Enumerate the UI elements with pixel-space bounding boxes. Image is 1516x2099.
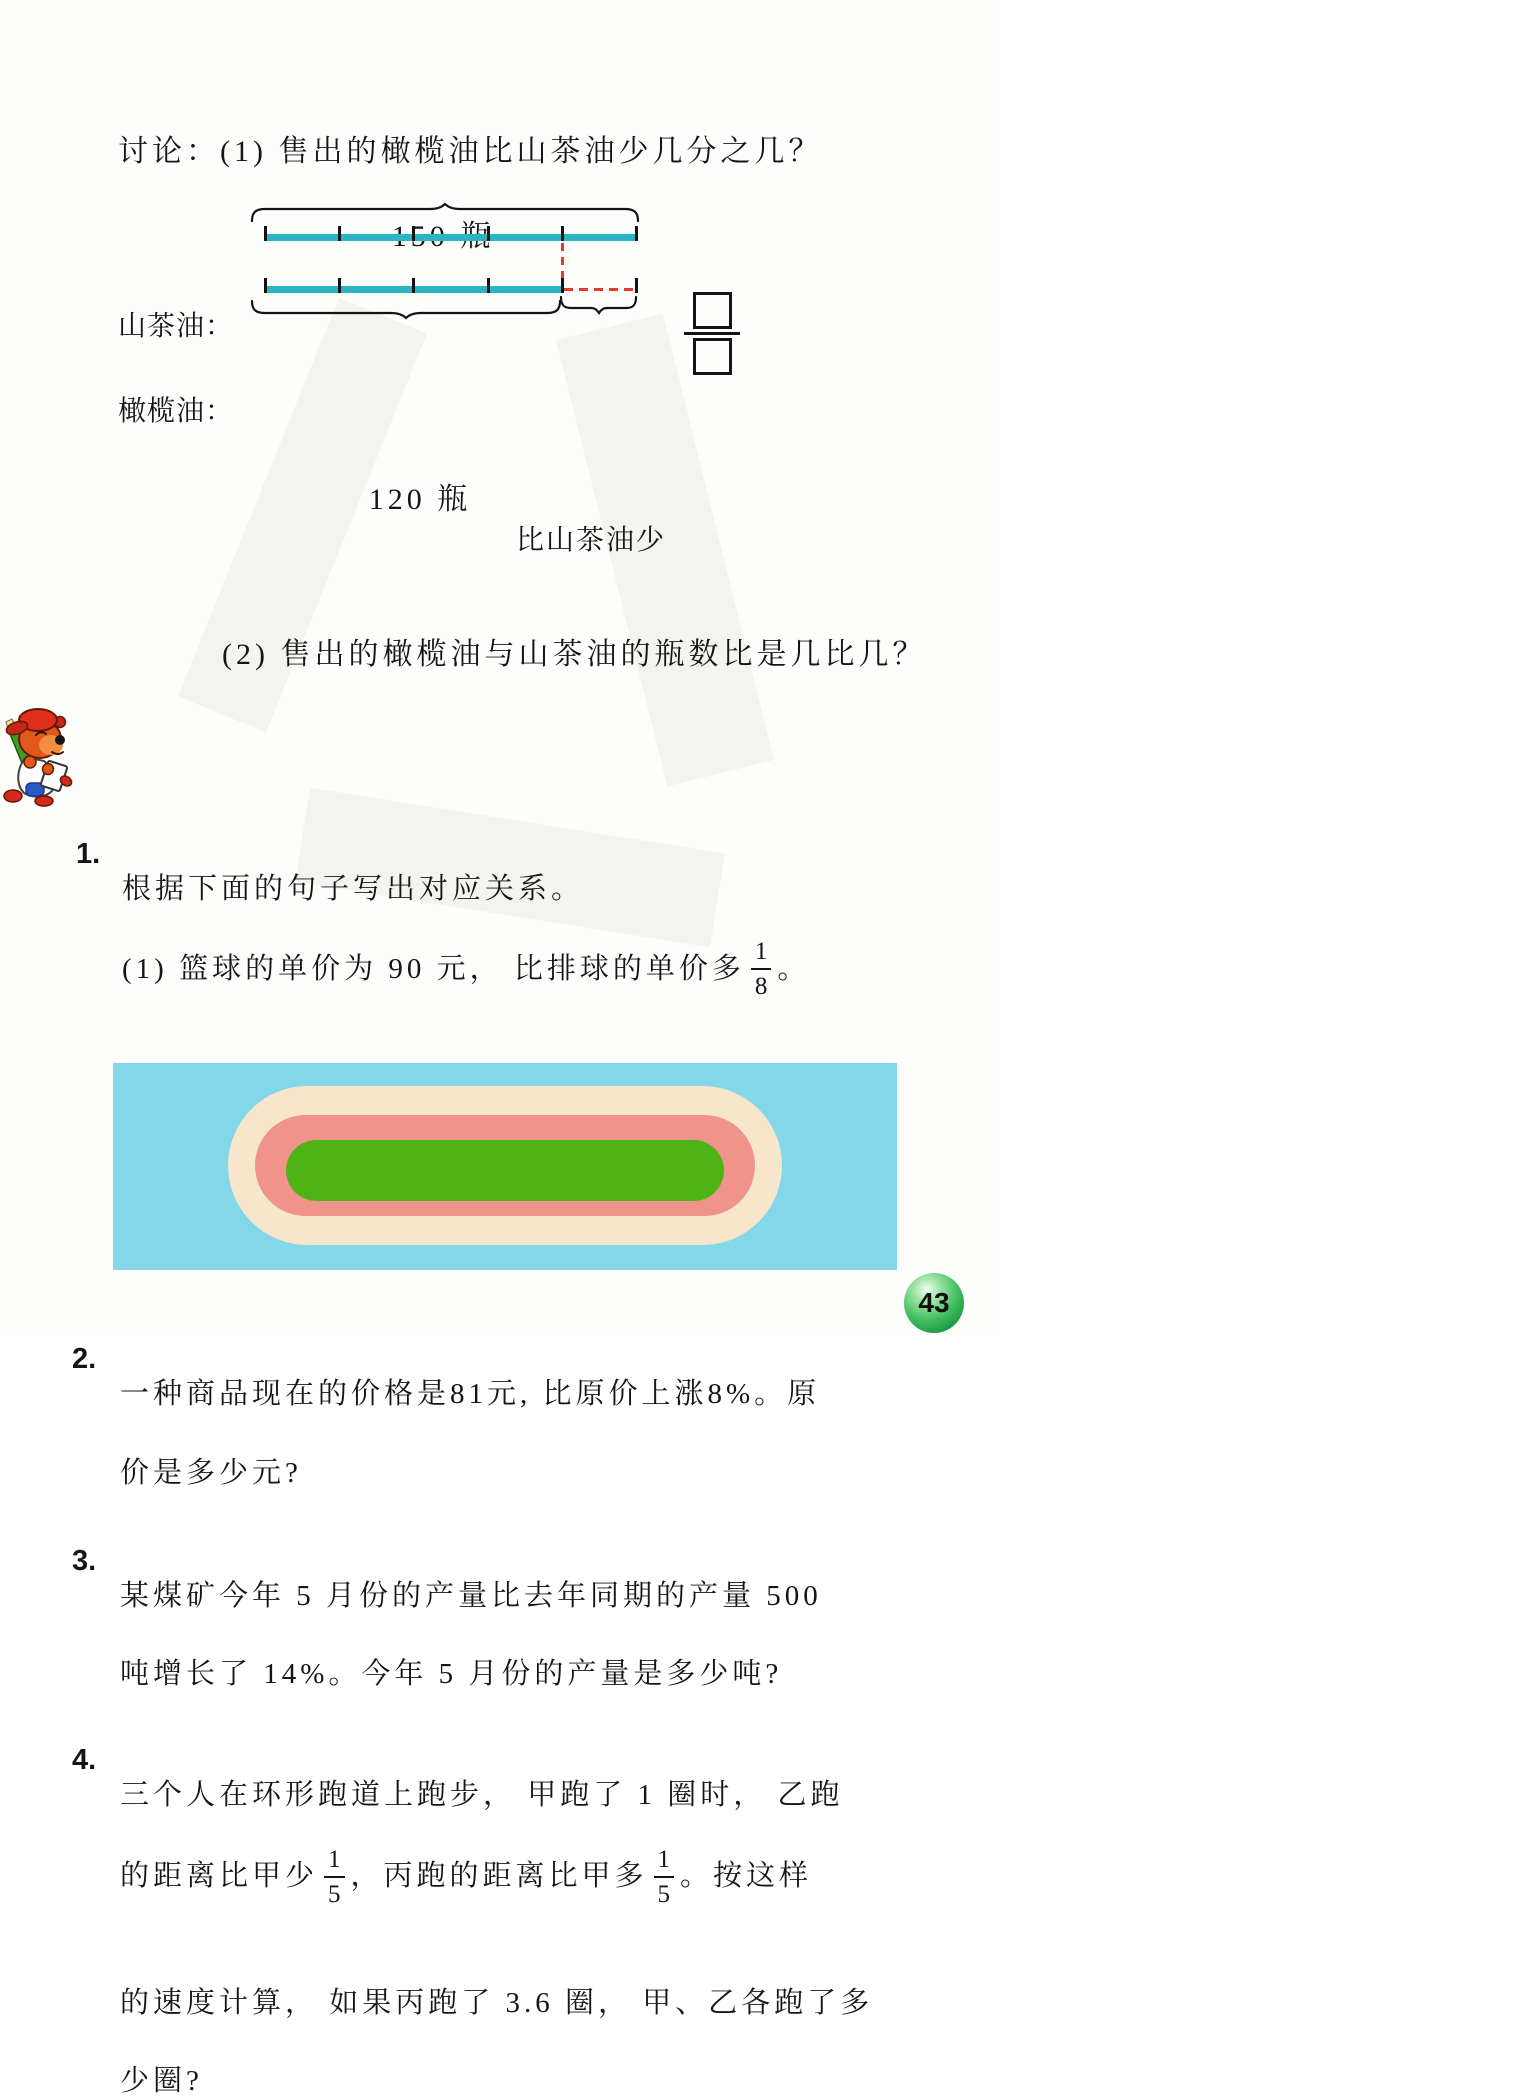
- tick: [412, 226, 415, 241]
- text: (1) 篮球的单价为 90 元， 比排球的单价多: [122, 953, 745, 986]
- fraction-1-5: $\frac{1}{5}$: [324, 1847, 345, 1907]
- discussion-question-2: (2) 售出的橄榄油与山茶油的瓶数比是几比几？: [222, 638, 927, 671]
- tick: [635, 278, 638, 293]
- tick: [635, 226, 638, 241]
- problem-4-number: 4.: [72, 1744, 97, 1777]
- dashed-difference-line: [564, 288, 636, 291]
- track-outer-lane: [228, 1086, 782, 1245]
- problem-4-line2: [120, 1843, 1120, 1911]
- bear-with-pencil-icon: [0, 707, 80, 807]
- problem-1-number: 1.: [76, 838, 101, 870]
- discussion-question-1: 讨论：(1) 售出的橄榄油比山茶油少几分之几？: [118, 135, 823, 168]
- fraction-bar: [684, 332, 740, 335]
- fraction-1-8: $\frac{1}{8}$: [751, 939, 772, 999]
- tick: [412, 278, 415, 293]
- problem-3-line2: 吨增长了 14%。今年 5 月份的产量是多少吨?: [120, 1658, 783, 1690]
- text: 。: [777, 953, 811, 986]
- track-infield: [286, 1140, 724, 1201]
- tick: [487, 278, 490, 293]
- brace-bottom-120: [251, 300, 562, 319]
- tick: [264, 226, 267, 241]
- problem-2-line1: 一种商品现在的价格是81元, 比原价上涨8%。原: [120, 1378, 821, 1411]
- problem-4-line4: 少圈?: [120, 2064, 203, 2097]
- diagram-row1-label: 山茶油：: [118, 311, 235, 342]
- running-track-image: [113, 1063, 897, 1270]
- tick: [264, 278, 267, 293]
- diagram-row2-label: 橄榄油：: [118, 396, 235, 427]
- problem-4-line1: 三个人在环形跑道上跑步， 甲跑了 1 圈时， 乙跑: [120, 1779, 844, 1812]
- problem-3-line1: 某煤矿今年 5 月份的产量比去年同期的产量 500: [120, 1579, 822, 1612]
- text: ，丙跑的距离比甲多: [350, 1860, 648, 1893]
- page-number: 43: [918, 1287, 950, 1318]
- problem-4-line3: 的速度计算， 如果丙跑了 3.6 圈， 甲、乙各跑了多: [120, 1986, 874, 2019]
- diagram-bottom-label: 120 瓶: [368, 483, 472, 516]
- answer-fraction-boxes[interactable]: [684, 292, 740, 375]
- brace-top: [251, 203, 639, 222]
- problem-2-line2: 价是多少元?: [120, 1456, 302, 1489]
- answer-box-denominator[interactable]: [693, 338, 732, 375]
- tick: [487, 226, 490, 241]
- brace-difference: [560, 296, 638, 315]
- problem-1-sub1: [122, 935, 1122, 1003]
- fraction-1-5: $\frac{1}{5}$: [654, 1847, 675, 1907]
- track-inner-lane: [255, 1115, 755, 1216]
- problem-2-number: 2.: [72, 1343, 97, 1376]
- tick: [561, 226, 564, 241]
- page-number-badge: [904, 1273, 964, 1333]
- diagram-less-label: 比山茶油少: [516, 525, 667, 556]
- text: 。按这样: [680, 1860, 813, 1893]
- bar-tea-oil: [264, 234, 638, 241]
- tick: [338, 278, 341, 293]
- answer-box-numerator[interactable]: [693, 292, 732, 329]
- text: 的距离比甲少: [120, 1860, 319, 1893]
- problem-1-title: 根据下面的句子写出对应关系。: [122, 873, 585, 905]
- tick: [338, 226, 341, 241]
- problem-3-number: 3.: [72, 1544, 97, 1577]
